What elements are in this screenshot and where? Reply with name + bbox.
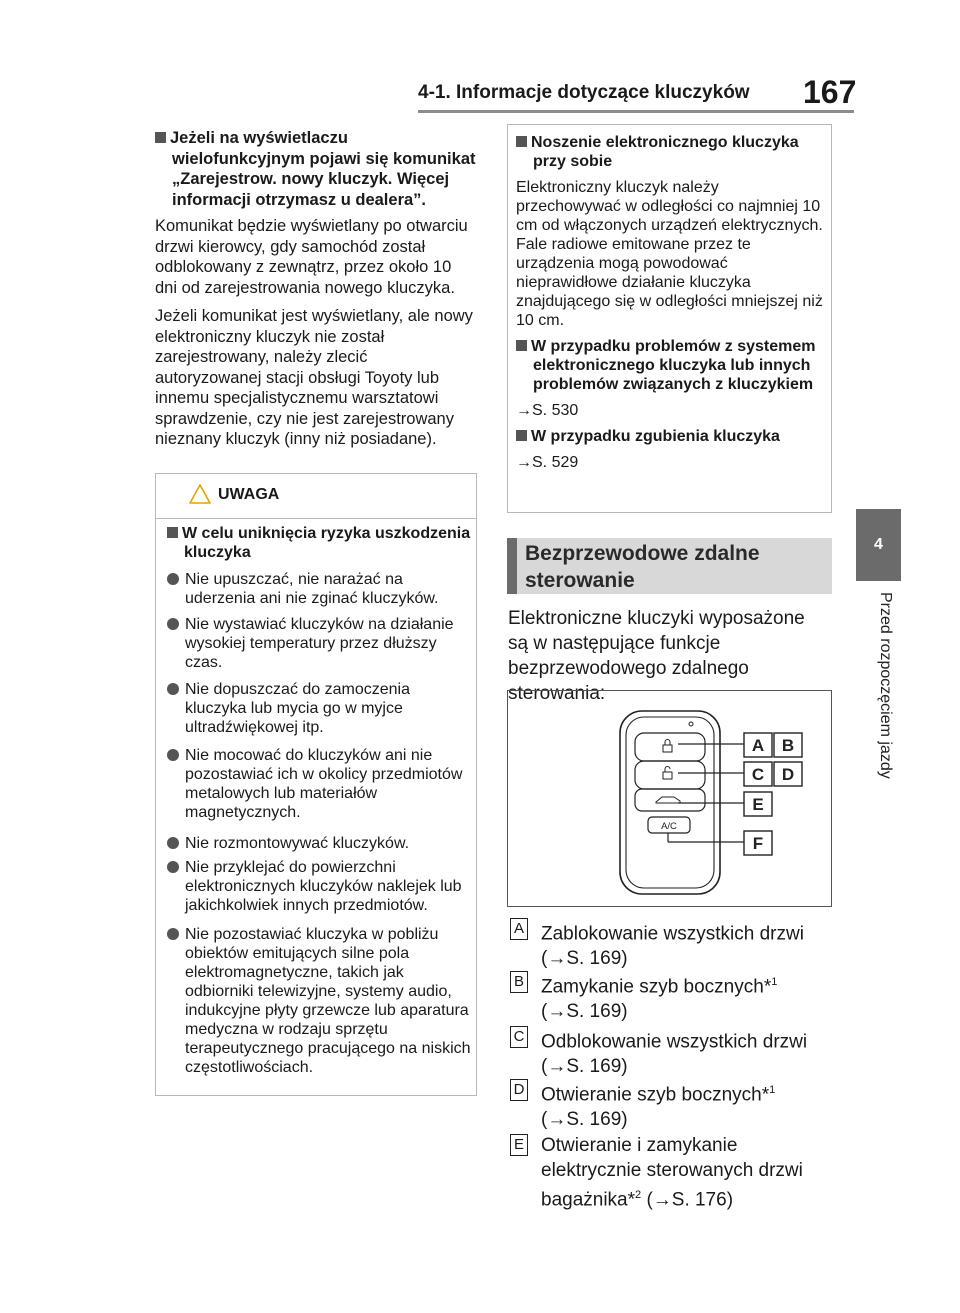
bullet-dot-icon [167, 618, 179, 630]
legend-item: C Odblokowanie wszystkich drzwi (→S. 169) [510, 1025, 830, 1079]
warning-heading: W celu uniknięcia ryzyka uszkodzenia kluczyka [167, 524, 489, 562]
bullet-dot-icon [167, 683, 179, 695]
warning-divider [156, 518, 476, 519]
legend-letter: D [510, 1079, 528, 1101]
square-bullet-icon [155, 132, 166, 143]
warning-bullet: Nie mocować do kluczyków ani nie pozostawiać ich w okolicy przedmiotów metalowych lub materiałów magnetycznych. [167, 746, 472, 822]
bullet-dot-icon [167, 861, 179, 873]
square-bullet-icon [516, 340, 527, 351]
chapter-tab: 4 [856, 509, 901, 581]
warning-triangle-icon [188, 483, 212, 505]
square-bullet-icon [516, 430, 527, 441]
info-heading-3: W przypadku zgubienia kluczyka [516, 427, 824, 446]
legend-item: A Zablokowanie wszystkich drzwi (→S. 169) [510, 917, 830, 971]
info-content [516, 133, 824, 472]
ac-button-label: A/C [661, 821, 677, 832]
warning-title: UWAGA [218, 486, 280, 503]
info-heading-1: Noszenie elektronicznego kluczyka przy sobie [516, 133, 824, 171]
lock-icon [663, 740, 672, 753]
legend-letter: A [510, 918, 528, 940]
page-number: 167 [803, 74, 857, 110]
key-fob-illustration [508, 691, 831, 906]
bullet-dot-icon [167, 837, 179, 849]
warning-bullet: Nie dopuszczać do zamoczenia kluczyka lub mycia go w myjce ultradźwiękowej itp. [167, 680, 472, 737]
callout-d: D [781, 765, 795, 784]
notice-heading: Jeżeli na wyświetlaczu wielofunkcyjnym pojawi się komunikat „Zarejestrow. nowy kluczyk. Więcej informacji otrzymasz u dealera”. [155, 128, 477, 210]
square-bullet-icon [516, 136, 527, 147]
legend-letter: C [510, 1026, 528, 1048]
chapter-label: Przed rozpoczęciem jazdy [877, 592, 894, 779]
warning-bullet: Nie pozostawiać kluczyka w pobliżu obiektów emitujących silne pola elektromagnetyczne, takich jak odbiorniki telewizyjne, systemy audio, indukcyjne płyty grzewcze lub aparatura medyczna w rodzaju sprzętu terapeutycznego pracującego na niskich częstotliwościach. [167, 925, 472, 1077]
section-title: Bezprzewodowe zdalne sterowanie [525, 542, 760, 592]
warning-bullet: Nie rozmontowywać kluczyków. [167, 834, 472, 853]
square-bullet-icon [167, 527, 178, 538]
warning-bullet: Nie upuszczać, nie narażać na uderzenia ani nie zginać kluczyków. [167, 570, 472, 608]
bullet-dot-icon [167, 928, 179, 940]
info-heading-2: W przypadku problemów z systemem elektronicznego kluczyka lub innych problemów związanych z kluczykiem [516, 337, 824, 394]
callout-c: C [751, 765, 765, 784]
legend-letter: E [510, 1134, 528, 1156]
info-reference-2: →S. 530 [516, 402, 579, 419]
legend-item: B Zamykanie szyb bocznych*$^1$ (→S. 169) [510, 970, 830, 1024]
info-paragraph-1: Elektroniczny kluczyk należy przechowywać w odległości co najmniej 10 cm od włączonych urządzeń elektrycznych. Fale radiowe emitowane przez te urządzenia mogą powodować nieprawidłowe działanie kluczyka znajdującego się w odległości mniejszej niż 10 cm. [516, 179, 823, 329]
trunk-icon [656, 797, 680, 803]
section-intro: Elektroniczne kluczyki wyposażone są w następujące funkcje bezprzewodowego zdalnego sterowania: [508, 608, 805, 704]
legend-item: D Otwieranie szyb bocznych*$^1$ (→S. 169) [510, 1078, 830, 1132]
legend-letter: B [510, 971, 528, 993]
bullet-dot-icon [167, 749, 179, 761]
section-heading-bar [507, 538, 517, 594]
header-title: 4-1. Informacje dotyczące kluczyków [418, 82, 750, 103]
callout-a: A [751, 736, 765, 755]
callout-e: E [752, 795, 764, 814]
notice-paragraph-1: Komunikat będzie wyświetlany po otwarciu drzwi kierowcy, gdy samochód został odblokowany z zewnątrz, przez około 10 dni od zarejestrowania nowego kluczyka. [155, 217, 468, 297]
warning-bullet: Nie przyklejać do powierzchni elektronicznych kluczyków naklejek lub jakichkolwiek innych przedmiotów. [167, 858, 472, 915]
callout-f: F [752, 834, 764, 853]
notice-paragraph-2: Jeżeli komunikat jest wyświetlany, ale nowy elektroniczny kluczyk nie został zarejestrowany, należy zlecić autoryzowanej stacji obsługi Toyoty lub innemu specjalistycznemu warsztatowi sprawdzenie, czy nie jest zarejestrowany nieznany kluczyk (inny niż posiadane). [155, 307, 473, 448]
callout-b: B [781, 736, 795, 755]
header-divider [418, 110, 854, 113]
warning-bullet: Nie wystawiać kluczyków na działanie wysokiej temperatury przez dłuższy czas. [167, 615, 472, 672]
info-reference-3: →S. 529 [516, 454, 579, 471]
unlock-icon [663, 767, 672, 780]
left-column [155, 128, 477, 450]
bullet-dot-icon [167, 573, 179, 585]
legend-item: E Otwieranie i zamykanie elektrycznie sterowanych drzwi bagażnika*$^2$ (→S. 176) [510, 1133, 830, 1212]
